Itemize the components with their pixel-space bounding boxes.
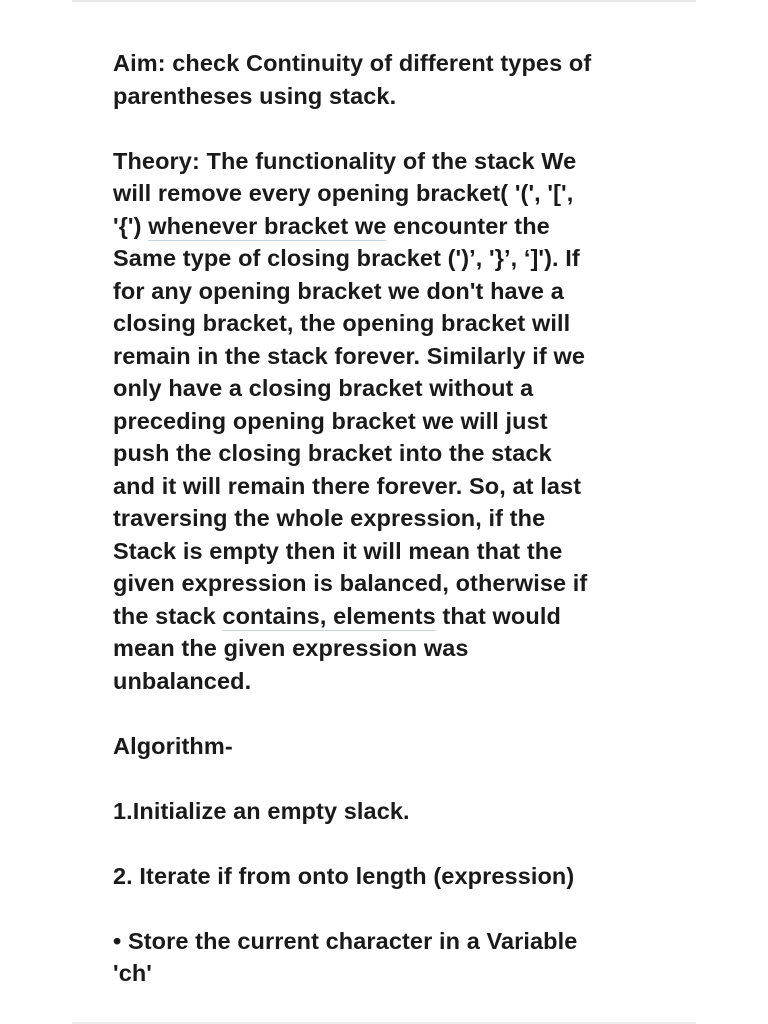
theory-line: for any opening bracket we don't have a [113,277,564,304]
theory-line: unbalanced. [113,667,252,694]
algorithm-step [113,795,673,828]
theory-line: Theory: The functionality of the stack We [113,147,577,174]
aim-line: parentheses using stack. [113,82,397,109]
theory-line: traversing the whole expression, if the [113,505,546,531]
theory-line: preceding opening bracket we will just [113,407,548,434]
aim-line: Aim: check Continuity of different types of [113,50,592,76]
algorithm-step [113,860,673,893]
theory-line: only have a closing bracket without a [113,375,534,401]
theory-line: closing bracket, the opening bracket will [113,310,571,336]
theory-line: push the closing bracket into the stack [113,440,552,466]
bullet-text: 'ch' [113,960,153,986]
theory-line: remain in the stack forever. Similarly if we [113,342,585,369]
theory-line: Stack is empty then it will mean that the [113,537,563,564]
step-text: 2. Iterate if from onto length (expression) [113,862,575,889]
theory-line: given expression is balanced, otherwise if [113,570,588,596]
step-text: 1.Initialize an empty slack. [113,797,410,824]
document-body [113,47,673,1022]
theory-line [113,600,673,633]
theory-line [113,210,673,243]
underlined-phrase: contains, elements [222,602,436,629]
theory-text: that would [435,602,561,629]
theory-line: Same type of closing bracket (')’, '}’, ‘]'). If [113,245,580,271]
theory-line: will remove every opening bracket( '(', '[', [113,180,574,206]
algorithm-heading [113,730,673,763]
algorithm-bullet [113,925,673,990]
theory-line: and it will remain there forever. So, at last [113,472,582,499]
section-heading: Algorithm- [113,732,233,759]
underlined-phrase: whenever bracket we [148,212,387,239]
aim-paragraph [113,47,673,112]
page-top-edge [72,0,696,2]
theory-text: the stack [113,602,223,629]
theory-paragraph [113,145,673,698]
theory-text: '{') [113,212,149,239]
theory-line: mean the given expression was [113,635,469,661]
bullet-text: • Store the current character in a Variable [113,927,578,954]
theory-text: encounter the [386,212,550,239]
